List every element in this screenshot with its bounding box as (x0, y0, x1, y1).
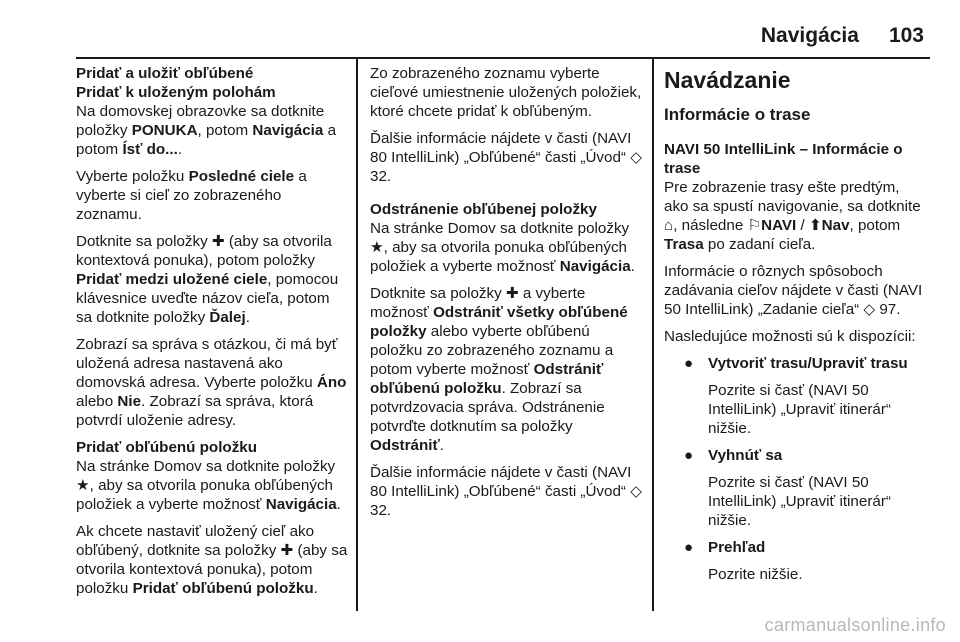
bullet-icon: ● (684, 539, 694, 556)
star-icon: ★ (76, 477, 90, 494)
plus-icon: ✚ (211, 233, 225, 250)
paragraph: Ďalšie informácie nájdete v časti (NAVI 80 IntelliLink) „Obľúbené“ časti „Úvod“ ◇ 32. (370, 464, 642, 519)
paragraph: Zo zobrazeného zoznamu vyberte cieľové umiestnenie uložených položiek, ktoré chcete pridať k obľúbeným. (370, 65, 642, 120)
heading-remove-favorite: Odstránenie obľúbenej položky (370, 201, 597, 218)
column-1 (76, 64, 348, 606)
paragraph: Dotknite sa položky ✚ (aby sa otvorila kontextová ponuka), potom položky Pridať medzi uložené ciele, pomocou klávesnice uveďte názov cieľa, potom sa dotknite položky Ďalej. (76, 233, 339, 326)
page-number: 103 (888, 24, 924, 47)
page-header (76, 20, 924, 52)
bullet-icon: ● (684, 447, 694, 464)
column-2 (370, 64, 642, 528)
column-3 (664, 64, 928, 592)
paragraph: Na stránke Domov sa dotknite položky ★, aby sa otvorila ponuka obľúbených položiek a vyberte možnosť Navigácia. (76, 458, 341, 513)
heading-add-saved-locations: Pridať k uloženým polohám (76, 84, 276, 101)
subheading-route-info: Informácie o trase (664, 105, 811, 124)
paragraph: Ďalšie informácie nájdete v časti (NAVI 80 IntelliLink) „Obľúbené“ časti „Úvod“ ◇ 32. (370, 130, 642, 185)
paragraph: Ak chcete nastaviť uložený cieľ ako obľúbený, dotknite sa položky ✚ (aby sa otvorila kontextová ponuka), potom položku Pridať obľúbenú položku. (76, 523, 348, 597)
column-divider-2 (652, 59, 654, 611)
paragraph: Dotknite sa položky ✚ a vyberte možnosť Odstrániť všetky obľúbené položky alebo vyberte obľúbenú položku zo zobrazeného zoznamu a potom vyberte možnosť Odstrániť obľúbenú položku. Zobrazí sa potvrdzovacia správa. Odstránenie potvrďte dotknutím sa položky Odstrániť. (370, 285, 628, 454)
list-item: ● Vyhnúť sa Pozrite si časť (NAVI 50 IntelliLink) „Upraviť itinerár“ nižšie. (684, 447, 891, 529)
paragraph: Nasledujúce možnosti sú k dispozícii: (664, 328, 916, 345)
heading-navi50-route-info: NAVI 50 IntelliLink – Informácie o trase (664, 141, 903, 177)
plus-icon: ✚ (280, 542, 294, 559)
nav-arrow-label: ⬆Nav (808, 217, 850, 234)
navi-flag-label: ⚐NAVI (747, 217, 797, 234)
list-item: ● Prehľad Pozrite nižšie. (684, 539, 803, 583)
options-list (664, 354, 928, 584)
list-item: ● Vytvoriť trasu/Upraviť trasu Pozrite si časť (NAVI 50 IntelliLink) „Upraviť itinerár“ nižšie. (684, 355, 908, 437)
heading-add-save-favorites: Pridať a uložiť obľúbené (76, 65, 254, 82)
bullet-icon: ● (684, 355, 694, 372)
section-heading-navigation: Navádzanie (664, 67, 791, 93)
paragraph: Na domovskej obrazovke sa dotknite položky PONUKA, potom Navigácia a potom Ísť do.... (76, 103, 337, 158)
paragraph: Informácie o rôznych spôsoboch zadávania cieľov nájdete v časti (NAVI 50 IntelliLink) „Zadanie cieľa“ ◇ 97. (664, 263, 923, 318)
column-divider-1 (356, 59, 358, 611)
paragraph: Vyberte položku Posledné ciele a vyberte si cieľ zo zobrazeného zoznamu. (76, 168, 307, 223)
paragraph: Pre zobrazenie trasy ešte predtým, ako sa spustí navigovanie, sa dotknite ⌂, následne ⚐NAVI / ⬆Nav, potom Trasa po zadaní cieľa. (664, 179, 921, 253)
header-rule (76, 57, 930, 59)
watermark: carmanualsonline.info (764, 615, 946, 635)
heading-add-favorite-item: Pridať obľúbenú položku (76, 439, 258, 456)
star-icon: ★ (370, 239, 384, 256)
paragraph: Na stránke Domov sa dotknite položky ★, aby sa otvorila ponuka obľúbených položiek a vyberte možnosť Navigácia. (370, 220, 635, 275)
plus-icon: ✚ (505, 285, 519, 302)
home-icon: ⌂ (664, 217, 674, 234)
paragraph: Zobrazí sa správa s otázkou, či má byť uložená adresa nastavená ako domovská adresa. Vyberte položku Áno alebo Nie. Zobrazí sa správa, ktorá potvrdí uloženie adresy. (76, 336, 347, 429)
section-title: Navigácia (760, 24, 859, 47)
